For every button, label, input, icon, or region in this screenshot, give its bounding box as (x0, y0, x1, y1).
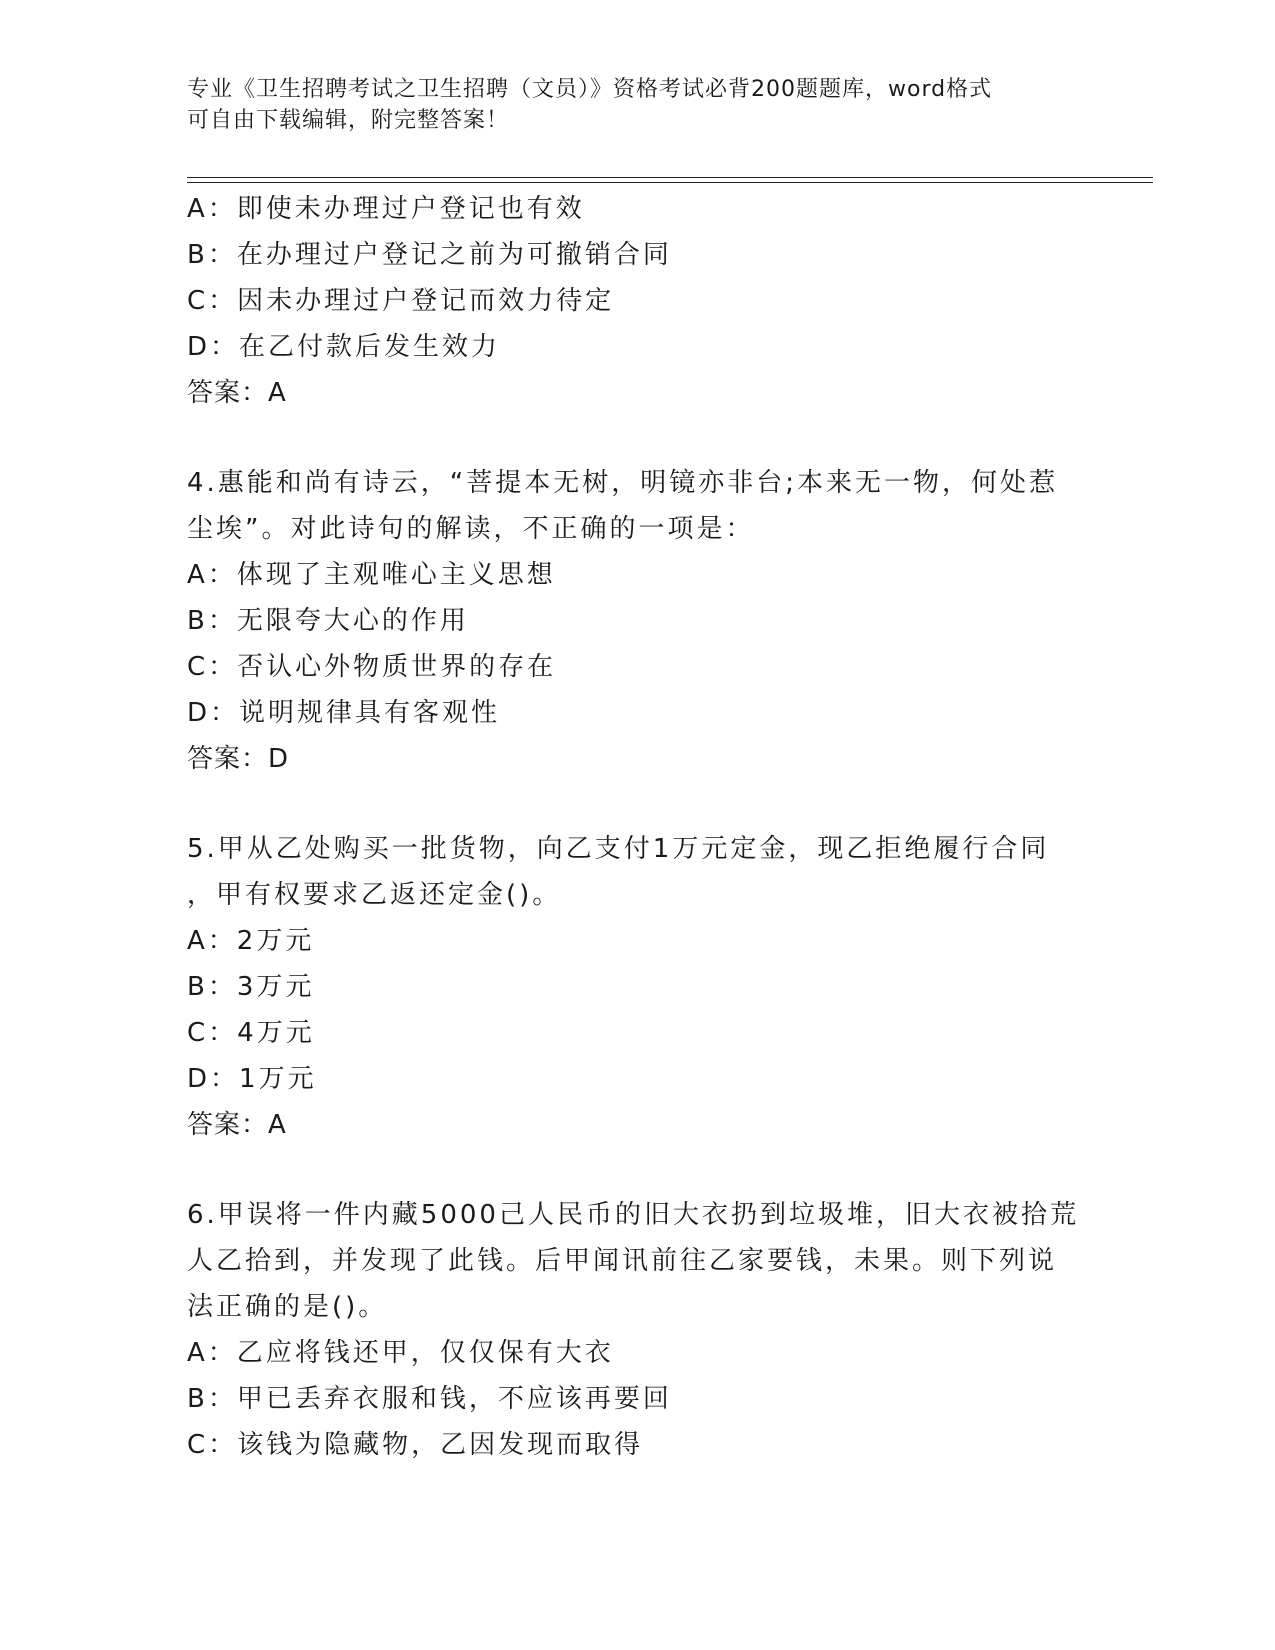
answer-label: 答案：A (187, 378, 287, 408)
question-spacer (187, 782, 1087, 826)
option-b: B：甲已丢弃衣服和钱，不应该再要回 (187, 1384, 672, 1414)
option-b: B：3万元 (187, 972, 315, 1002)
option-c: C：该钱为隐藏物，乙因发现而取得 (187, 1430, 644, 1460)
option-b: B：无限夸大心的作用 (187, 606, 469, 636)
option-a: A：即使未办理过户登记也有效 (187, 194, 585, 224)
question-text-line: 6.甲误将一件内藏5000己人民币的旧大衣扔到垃圾堆，旧大衣被拾荒 (187, 1200, 1079, 1230)
document-header (187, 74, 1067, 136)
question-3-options (187, 186, 1087, 416)
option-c: C：否认心外物质世界的存在 (187, 652, 557, 682)
answer-label: 答案：D (187, 744, 290, 774)
question-5 (187, 826, 1087, 1148)
question-text-line: 5.甲从乙处购买一批货物，向乙支付1万元定金，现乙拒绝履行合同 (187, 834, 1050, 864)
question-list (187, 186, 1087, 1468)
question-6 (187, 1192, 1087, 1468)
header-title-line-2: 可自由下载编辑，附完整答案！ (187, 108, 510, 133)
option-d: D：1万元 (187, 1064, 317, 1094)
question-spacer (187, 416, 1087, 460)
header-divider-top (187, 177, 1153, 178)
option-a: A：体现了主观唯心主义思想 (187, 560, 556, 590)
question-text-line: ，甲有权要求乙返还定金()。 (187, 880, 562, 910)
question-text-line: 尘埃”。对此诗句的解读，不正确的一项是： (187, 514, 755, 544)
answer-label: 答案：A (187, 1110, 287, 1140)
option-a: A：2万元 (187, 926, 315, 956)
option-c: C：4万元 (187, 1018, 315, 1048)
option-d: D：在乙付款后发生效力 (187, 332, 501, 362)
header-divider-bottom (187, 182, 1153, 183)
question-text-line: 4.惠能和尚有诗云，“菩提本无树，明镜亦非台;本来无一物，何处惹 (187, 468, 1059, 498)
header-title-line-1: 专业《卫生招聘考试之卫生招聘（文员）》资格考试必背200题题库，word格式 (187, 77, 993, 102)
question-text-line: 人乙拾到，并发现了此钱。后甲闻讯前往乙家要钱，未果。则下列说 (187, 1246, 1058, 1276)
option-c: C：因未办理过户登记而效力待定 (187, 286, 615, 316)
question-spacer (187, 1148, 1087, 1192)
option-d: D：说明规律具有客观性 (187, 698, 501, 728)
question-text-line: 法正确的是()。 (187, 1292, 388, 1322)
option-a: A：乙应将钱还甲，仅仅保有大衣 (187, 1338, 614, 1368)
question-4 (187, 460, 1087, 782)
option-b: B：在办理过户登记之前为可撤销合同 (187, 240, 672, 270)
